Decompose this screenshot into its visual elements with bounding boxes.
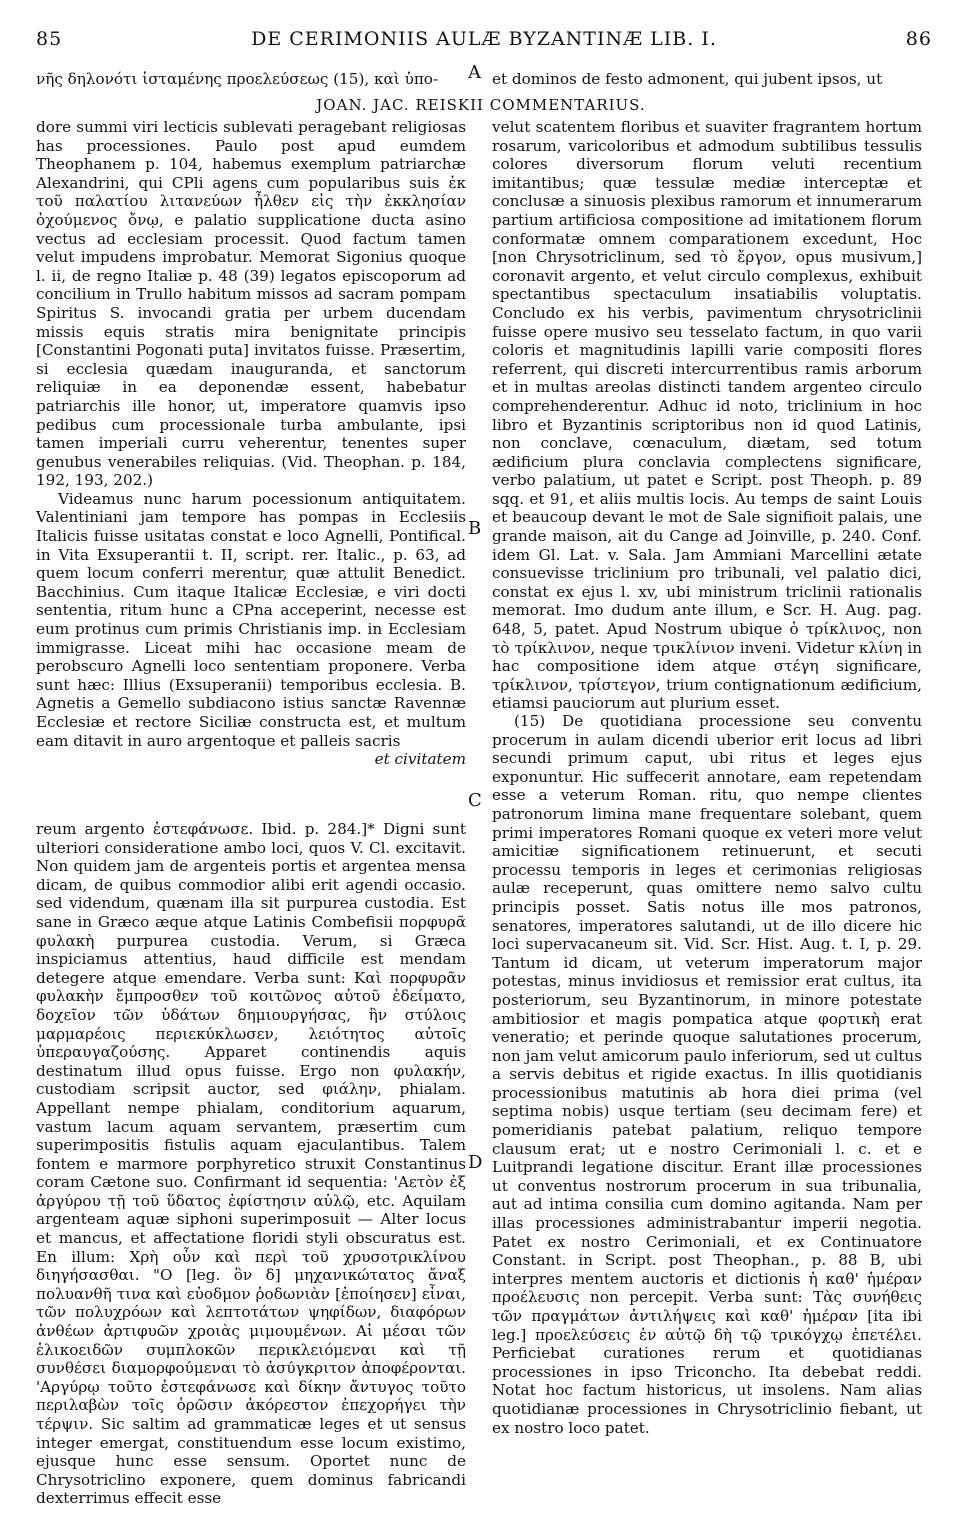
commentary-paragraph: reum argento ἐστεφάνωσε. Ibid. p. 284.]* Digni sunt ulteriori consideratione ambo loci, quos V. Cl. excitavit. Non quidem jam de argenteis portis et argentea mensa dicam, de quibus commodior alibi erit agendi occasio. sed videndum, quænam illa sit purpurea custodia. Est sane in Græco æque atque Latinis Combefisii πορφυρᾶ φυλακὴ purpurea custodia. Verum, si Græca inspiciamus attentius, haud difficile est mendam detegere atque emendare. Verba sunt: Καὶ πορφυρᾶν φυλακὴν ἔμπροσθεν τοῦ κοιτῶνος αὐτοῦ ἐδείματο, δοχεῖον τῶν ὑδάτων δημιουργήσας, ἣν στύλοις μαρμαρέοις περιεκύκλωσεν, λειότητος αὐτοῖς ὑπεραυγαζούσης. Apparet continendis aquis destinatum illud opus fuisse. Ergo non φυλακήν, custodiam scripsit auctor, sed φιάλην, phialam. Appellant nempe phialam, conditorium aquarum, vastum lacum aquam servantem, præsertim cum superimpositis fistulis aquam ejaculantibus. Talem fontem e marmore porphyretico struxit Constantinus coram Cætone suo. Confirmant id sequentia: 'Αετὸν ἐξ ἀργύρου τῇ τοῦ ὕδατος ἐφίστησιν αὐλῷ, etc. Aquilam argenteam aquæ siphoni superimposuit — Alter locus et mancus, et affectatione floridi styli obscuratus est. En illum: Χρὴ οὖν καὶ περὶ τοῦ χρυσοτρικλίνου διηγήσασθαι. "Ο [leg. ὃν δ] μηχανικώτατος ἄναξ πολυανθῆ τινα καὶ εὐοδμον ῥοδωνιὰν [ἐποίησεν] εἶναι, τῶν πολυχρόων καὶ λεπτοτάτων ψηφίδων, διαφόρων ἀνθέων ἀρτιφυῶν χροιὰς μιμουμένων. Αἱ μέσαι τῶν ἑλικοειδῶν συμπλοκῶν περικλειόμεναι καὶ τῇ συνθέσει διαμορφούμεναι τὸ ἀσύγκριτον ἀποφέρονται. 'Αργύρῳ τοῦτο ἐστεφάνωσε καὶ δίκην ἄντυγος τοῦτο περιλαβὼν τοῖς ὁρῶσιν ἀκόρεστον ἐπεχορήγει τὴν τέρψιν. Sic saltim ad grammaticæ leges et ut sensus integer emergat, constituendum esse locum existimo, ejusque hunc esse sensum. Oportet nunc de Chrysotriclino exponere, quem dominus fabricandi dexterrimus effecit esse: [36, 820, 466, 1508]
running-header: [36, 28, 932, 50]
commentary-heading: JOAN. JAC. REISKII COMMENTARIUS.: [316, 96, 646, 114]
text-continuation-left: νῆς δηλονότι ἱσταμένης προελεύσεως (15), καὶ ὑπο-: [36, 70, 439, 88]
margin-letter-c: C: [468, 790, 482, 811]
commentary-left-column-top: [36, 118, 466, 808]
margin-letter-a: A: [468, 62, 481, 83]
margin-letter-b: B: [468, 518, 482, 539]
commentary-line: et civitatem: [374, 750, 466, 769]
commentary-right-column-top: [492, 118, 922, 712]
text-continuation-right: et dominos de festo admonent, qui jubent ipsos, ut: [492, 70, 883, 88]
commentary-paragraph: dore summi viri lecticis sublevati peragebant religiosas has processiones. Paulo post apud eumdem Theophanem p. 104, habemus exemplum patriarchæ Alexandrini, qui CPli agens cum popularibus suis ἐκ τοῦ παλατίου λιτανεύων ἦλθεν εἰς τὴν ἐκκλησίαν ὀχούμενος ὄνῳ, e palatio supplicatione ducta asino vectus ad ecclesiam processit. Quod factum tamen velut impudens improbatur. Memorat Sigonius quoque l. ii, de regno Italiæ p. 48 (39) legatos episcoporum ad concilium in Trullo habitum missos ad sacram pompam Spiritus S. invocandi gratia per urbem ducendam missis equis stratis mira benignitate principis [Constantini Pogonati puta] invitatos fuisse. Præsertim, si ecclesia quædam inauguranda, et sanctorum reliquiæ in ea deponendæ essent, habebatur patriarchis ille honor, ut, imperatore quamvis ipso pedibus cum processionale turba ambulante, ipsi tamen imperiali curru veherentur, tenentes super genubus venerabiles reliquias. (Vid. Theophan. p. 184, 192, 193, 202.): [36, 118, 466, 490]
page-number-left: 85: [36, 28, 63, 50]
commentary-paragraph: Videamus nunc harum pocessionum antiquitatem. Valentiniani jam tempore has pompas in Ecclesiis Italicis fuisse usitatas constat e loco Agnelli, Pontifical. in Vita Exsuperantii t. II, script. rer. Italic., p. 63, ad quem locum conferri merentur, quæ attulit Benedict. Bacchinius. Cum itaque Italicæ Ecclesiæ, e viri docti sententia, ritum hunc a CPna acceperint, necesse est eum protinus cum primis Christianis imp. in Ecclesiam immigrasse. Liceat mihi hac occasione meam de perobscuro Agnelli loco sententiam proponere. Verba sunt hæc: Illius (Exsuperanii) temporibus ecclesia. B. Agnetis a Gemello subdiacono istius sanctæ Ravennæ Ecclesiæ et rectore Siciliæ constructa est, et multum eam ditavit in auro argentoque et palleis sacris: [36, 489, 466, 750]
page-number-right: 86: [905, 28, 932, 50]
commentary-left-column-bottom: [36, 820, 466, 1510]
commentary-paragraph: velut scatentem floribus et suaviter fragrantem hortum rosarum, varicoloribus et admodum subtilibus tessulis colores diversorum florum veluti recentium imitantibus; quæ tessulæ mediæ interceptæ et conclusæ a sinuosis plexibus ramorum et innumerarum partium artificiosa compositione ad imitationem florum conformatæ omnem comparationem excedunt, Hoc [non Chrysotriclinum, sed τὸ ἔργον, opus musivum,] coronavit argento, et velut circulo complexus, exhibuit spectantibus spectaculum insatiabilis voluptatis. Concludo ex his verbis, pavimentum chrysotriclinii fuisse opere musivo seu tesselato factum, in quo varii coloris et magnitudinis lapilli varie compositi flores referrent, qui discreti intercurrentibus ramis arborum et in multas areolas distincti tandem argenteo circulo comprehenderentur. Adhuc id noto, triclinium in hoc libro et Byzantinis scriptoribus non id quod Latinis, non conclave, cœnaculum, diætam, sed totum ædificium plura conclavia complectens significare, verbo palatium, ut patet e Script. post Theoph. p. 89 sqq. et 91, et aliis multis locis. Au temps de saint Louis et beaucoup devant le mot de Sale signifioit palais, une grande maison, ait du Cange ad Joinville, p. 240. Conf. idem Gl. Lat. v. Sala. Jam Ammiani Marcellini ætate consuevisse triclinium pro tribunali, vel palatio dici, constat ex ejus l. xv, ubi ministrum triclinii rationalis memorat. Imo dudum ante illum, e Scr. H. Aug. pag. 648, 5, patet. Apud Nostrum ubique ὁ τρίκλινος, non τὸ τρίκλινον, neque τρικλίνιον inveni. Videtur κλίνη in hac compositione idem atque στέγη significare, τρίκλινον, τρίστεγον, trium contignationum ædificium, etiamsi pauciorum aut plurium esset.: [492, 118, 922, 712]
margin-letter-d: D: [468, 1152, 483, 1173]
running-title: DE CERIMONIIS AULÆ BYZANTINÆ LIB. I.: [251, 28, 717, 50]
note-15-paragraph: (15) De quotidiana processione seu conventu procerum in aulam dicendi uberior erit locus ad libri secundi primum caput, ubi ritus et leges ejus exponuntur. Hic suffecerit annotare, eam repetendam esse a veterum Roman. ritu, quo nempe clientes patronorum limina mane frequentare solebant, quem primi imperatores Romani quoque ex veteri more velut amicitiæ significationem retinuerunt, et secuti processu temporis in leges et cerimonias religiosas aulæ receperunt, quas omittere nemo salvo cultu principis posset. Satis notus ille mos patronos, senatores, imperatores salutandi, ut de illo dicere hic loci supervacaneum sit. Vid. Scr. Hist. Aug. t. I, p. 29. Tantum id dicam, ut veterum imperatorum major potestas, minus invidiosus et remissior erat cultus, ita posteriorum, seu Byzantinorum, in minore potestate ambitiosior et magis pompatica atque φορτικὴ erat veneratio; et perinde quoque salutationes procerum, non jam velut amicorum paulo inferiorum, sed ut cultus a servis debitus et rigide exactus. In illis quotidianis processionibus matutinis ab hora diei prima (vel septima nobis) usque tertiam (seu decimam fere) et pomeridianis patebat palatium, reliquo tempore clausum erat; ut e nostro Cerimoniali l. c. et e Luitprandi legatione discitur. Erant illæ processiones ut conventus nostrorum procerum in sua tribunalia, aut ad intima consilia cum domino agitanda. Nam per illas processiones administrabantur imperii negotia. Patet ex nostro Cerimoniali, et ex Continuatore Constant. in Script. post Theophan., p. 88 B, ubi interpres mentem auctoris et dictionis ἡ καθ' ἡμέραν προέλευσις non percepit. Verba sunt: Τὰς συνήθεις τῶν πραγμάτων ἀντιλήψεις καὶ καθ' ἡμέραν [ita ibi leg.] προελεύσεις ἐν αὐτῷ δὴ τῷ τρικόγχῳ ἐπετέλει. Perficiebat curationes rerum et quotidianas processiones in ipso Triconcho. Ita debebat reddi. Notat hoc factum historicus, ut insolens. Nam alias quotidianæ processiones in Chrysotriclinio fiebant, ut ex nostro loco patet.: [492, 712, 922, 1437]
commentary-right-column-bottom: [492, 712, 922, 1512]
